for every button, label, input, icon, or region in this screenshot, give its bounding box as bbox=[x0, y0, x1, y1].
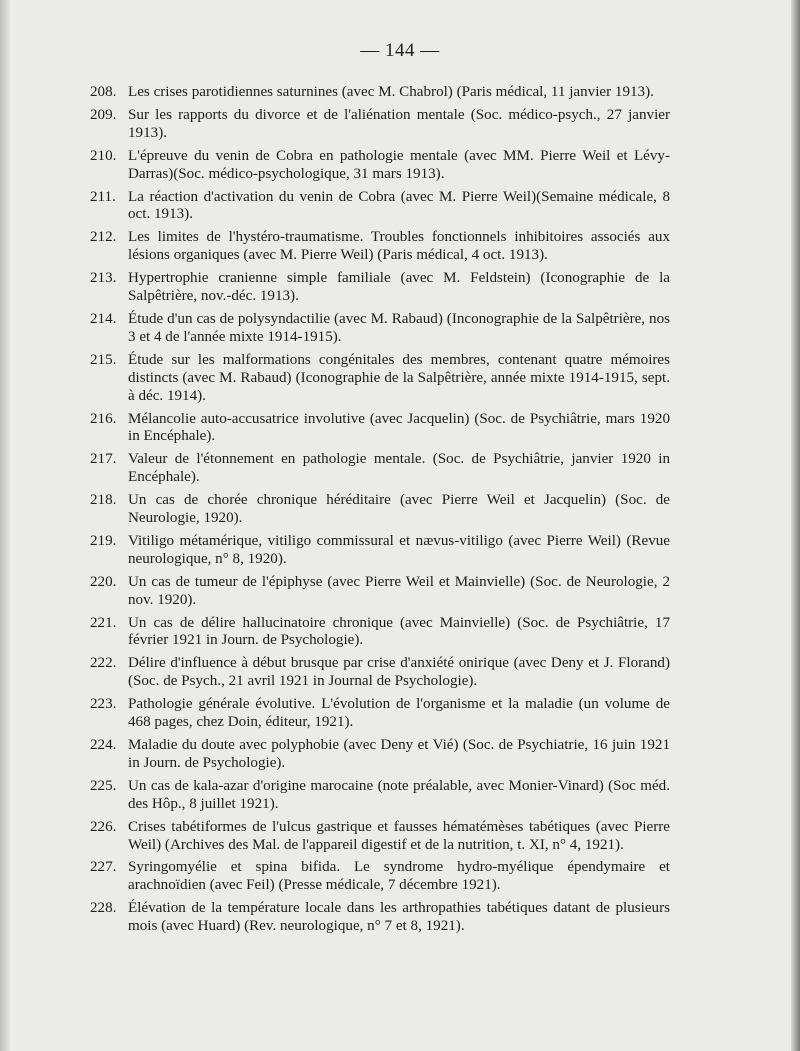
bibliography-entry-214 bbox=[90, 311, 670, 347]
bibliography-entry-213 bbox=[90, 270, 670, 306]
entry-number: 221. bbox=[90, 614, 117, 631]
entry-number: 214. bbox=[90, 310, 117, 327]
entry-text: Un cas de chorée chronique héréditaire (avec Pierre Weil et Jacquelin) (Soc. de Neurologie, 1920). bbox=[128, 492, 670, 527]
entry-number: 209. bbox=[90, 106, 117, 123]
entry-text: Sur les rapports du divorce et de l'aliénation mentale (Soc. médico-psych., 27 janvier 1913). bbox=[128, 106, 670, 141]
entry-text: Pathologie générale évolutive. L'évolution de l'organisme et la maladie (un volume de 468 pages, chez Doin, éditeur, 1921). bbox=[128, 696, 670, 731]
entry-text: Valeur de l'étonnement en pathologie mentale. (Soc. de Psychiâtrie, janvier 1920 in Encéphale). bbox=[128, 451, 670, 486]
bibliography-entry-208 bbox=[90, 84, 670, 102]
entry-text: Les crises parotidiennes saturnines (avec M. Chabrol) (Paris médical, 11 janvier 1913). bbox=[128, 84, 654, 100]
entry-number: 218. bbox=[90, 492, 117, 509]
entry-number: 225. bbox=[90, 777, 117, 794]
entry-number: 222. bbox=[90, 655, 117, 672]
entry-text: Étude d'un cas de polysyndactilie (avec M. Rabaud) (Inconographie de la Salpêtrière, nos 3 et 4 de l'année mixte 1914-1915). bbox=[128, 310, 670, 345]
entry-text: Un cas de délire hallucinatoire chronique (avec Mainvielle) (Soc. de Psychiâtrie, 17 février 1921 in Journ. de Psychologie). bbox=[128, 614, 670, 649]
entry-text: Syringomyélie et spina bifida. Le syndrome hydro-myélique épendymaire et arachnoïdien (avec Feil) (Presse médicale, 7 décembre 1921). bbox=[128, 859, 670, 894]
entry-text: Délire d'influence à début brusque par crise d'anxiété onirique (avec Deny et J. Florand) (Soc. de Psych., 21 avril 1921 in Journal de Psychologie). bbox=[128, 655, 670, 690]
bibliography-entry-220 bbox=[90, 574, 670, 610]
bibliography-entry-225 bbox=[90, 778, 670, 814]
entry-number: 223. bbox=[90, 696, 117, 713]
bibliography-entry-210 bbox=[90, 148, 670, 184]
entry-number: 216. bbox=[90, 410, 117, 427]
entry-text: Hypertrophie cranienne simple familiale (avec M. Feldstein) (Iconographie de la Salpêtrière, nov.-déc. 1913). bbox=[128, 270, 670, 305]
entry-number: 220. bbox=[90, 573, 117, 590]
entry-number: 211. bbox=[90, 188, 116, 205]
bibliography-entry-221 bbox=[90, 615, 670, 651]
bibliography-entry-219 bbox=[90, 533, 670, 569]
bibliography-entry-211 bbox=[90, 189, 670, 225]
bibliography-entry-217 bbox=[90, 451, 670, 487]
bibliography-entry-216 bbox=[90, 411, 670, 447]
entry-number: 210. bbox=[90, 147, 117, 164]
bibliography-entry-218 bbox=[90, 492, 670, 528]
entry-text: Crises tabétiformes de l'ulcus gastrique et fausses hématémèses tabétiques (avec Pierre Weil) (Archives des Mal. de l'appareil digestif et de la nutrition, t. XI, n° 4, 1921). bbox=[128, 818, 670, 853]
entry-text: Un cas de tumeur de l'épiphyse (avec Pierre Weil et Mainvielle) (Soc. de Neurologie, 2 nov. 1920). bbox=[128, 573, 670, 608]
bibliography-entry-215 bbox=[90, 352, 670, 406]
entry-text: Un cas de kala-azar d'origine marocaine (note préalable, avec Monier-Vinard) (Soc méd. des Hôp., 8 juillet 1921). bbox=[128, 777, 670, 812]
bibliography-entry-212 bbox=[90, 229, 670, 265]
bibliography-entry-228 bbox=[90, 900, 670, 936]
page-number: — 144 — bbox=[360, 40, 440, 61]
entry-text: Élévation de la température locale dans les arthropathies tabétiques datant de plusieurs mois (avec Huard) (Rev. neurologique, n° 7 et 8, 1921). bbox=[128, 900, 670, 935]
entry-number: 224. bbox=[90, 737, 117, 753]
page-right-edge bbox=[791, 0, 800, 1051]
entry-text: L'épreuve du venin de Cobra en pathologie mentale (avec MM. Pierre Weil et Lévy-Darras)(Soc. médico-psychologique, 31 mars 1913). bbox=[128, 147, 670, 182]
entry-number: 217. bbox=[90, 451, 117, 468]
bibliography-entry-226 bbox=[90, 819, 670, 855]
bibliography-entry-227 bbox=[90, 859, 670, 895]
entry-text: Mélancolie auto-accusatrice involutive (avec Jacquelin) (Soc. de Psychiâtrie, mars 1920 in Encéphale). bbox=[128, 410, 670, 445]
bibliography-entry-222 bbox=[90, 655, 670, 691]
entry-text: Les limites de l'hystéro-traumatisme. Troubles fonctionnels inhibitoires associés aux lésions organiques (avec M. Pierre Weil) (Paris médical, 4 oct. 1913). bbox=[128, 229, 670, 264]
entry-text: Maladie du doute avec polyphobie (avec Deny et Vié) (Soc. de Psychiatrie, 16 juin 1921 in Journ. de Psychologie). bbox=[128, 737, 670, 771]
bibliography-list bbox=[90, 84, 670, 941]
entry-number: 227. bbox=[90, 859, 117, 876]
bibliography-entry-224 bbox=[90, 737, 670, 773]
entry-number: 226. bbox=[90, 818, 117, 835]
entry-number: 215. bbox=[90, 351, 117, 368]
entry-number: 213. bbox=[90, 270, 117, 287]
bibliography-entry-209 bbox=[90, 107, 670, 143]
entry-text: Étude sur les malformations congénitales des membres, contenant quatre mémoires distincts (avec M. Rabaud) (Iconographie de la Salpêtrière, année mixte 1914-1915, sept. à déc. 1914). bbox=[128, 351, 670, 404]
entry-number: 208. bbox=[90, 84, 117, 100]
entry-number: 219. bbox=[90, 532, 117, 549]
entry-text: La réaction d'activation du venin de Cobra (avec M. Pierre Weil)(Semaine médicale, 8 oct. 1913). bbox=[128, 188, 670, 223]
entry-text: Vitiligo métamérique, vitiligo commissural et nævus-vitiligo (avec Pierre Weil) (Revue neurologique, n° 8, 1920). bbox=[128, 532, 670, 567]
page-left-edge bbox=[0, 0, 10, 1051]
bibliography-entry-223 bbox=[90, 696, 670, 732]
entry-number: 212. bbox=[90, 229, 117, 246]
entry-number: 228. bbox=[90, 900, 117, 917]
